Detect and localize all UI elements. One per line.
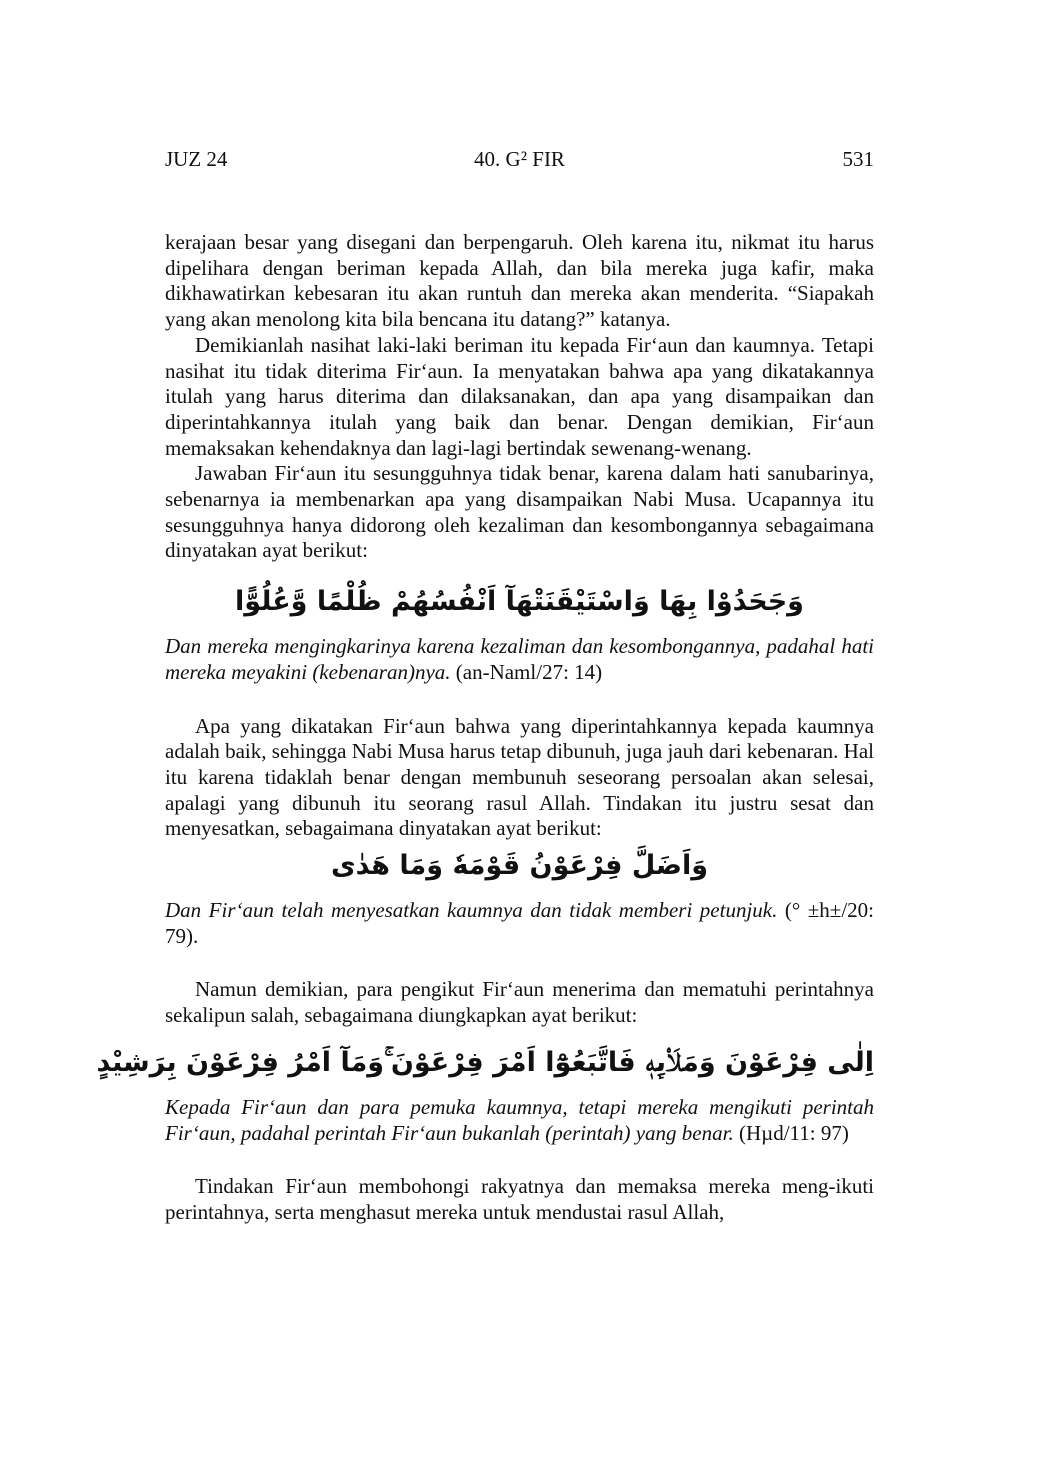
page-number: 531 <box>842 147 874 171</box>
paragraph: Namun demikian, para pengikut Fir‘aun menerima dan mematuhi perintahnya sekalipun salah, sebagaimana diungkapkan ayat berikut: <box>165 977 874 1028</box>
verse-translation <box>165 634 874 685</box>
verse-reference: (Hµd/11: 97) <box>738 1120 849 1145</box>
translation-text: Dan mereka mengingkarinya karena kezaliman dan kesombongannya, padahal hati mereka meyakini (kebenaran)nya. <box>165 634 874 684</box>
paragraph: Jawaban Fir‘aun itu sesungguhnya tidak benar, karena dalam hati sanubarinya, sebenarnya ia membenarkan apa yang disampaikan Nabi Musa. Ucapannya itu sesungguhnya hanya didorong oleh kezaliman dan kesombongannya sebagaimana dinyatakan ayat berikut: <box>165 461 874 563</box>
translation-text: Dan Fir‘aun telah menyesatkan kaumnya dan tidak memberi petunjuk. <box>165 898 778 923</box>
paragraph: Apa yang dikatakan Fir‘aun bahwa yang diperintahkannya kepada kaumnya adalah baik, sehingga Nabi Musa harus tetap dibunuh, juga jauh dari kebenaran. Hal itu karena tidaklah benar dengan membunuh seseorang persoalan akan selesai, apalagi yang dibunuh itu seorang rasul Allah. Tindakan itu justru sesat dan menyesatkan, sebagaimana dinyatakan ayat berikut: <box>165 713 874 841</box>
verse-reference: (° ±h±/20: 79). <box>165 898 874 948</box>
paragraph: kerajaan besar yang disegani dan berpengaruh. Oleh karena itu, nikmat itu harus dipelihara dengan beriman kepada Allah, dan bila mereka juga kafir, maka dikhawatirkan kebesaran itu akan runtuh dan mereka akan menderita. “Siapakah yang akan menolong kita bila bencana itu datang?” katanya. <box>165 230 874 332</box>
header-juz: JUZ 24 <box>165 147 228 171</box>
main-text <box>96 230 874 1226</box>
verse-reference: (an-Naml/27: 14) <box>455 659 603 684</box>
quran-verse-arabic: وَجَحَدُوْا بِهَا وَاسْتَيْقَنَتْهَآ اَنْفُسُهُمْ ظُلْمًا وَّعُلُوًّا <box>235 586 804 618</box>
translation-text: Kepada Fir‘aun dan para pemuka kaumnya, tetapi mereka mengikuti perintah Fir‘aun, padahal perintah Fir‘aun bukanlah (perintah) yang benar. <box>165 1094 874 1145</box>
verse-translation <box>165 898 874 949</box>
header-surah: 40. G² FIR <box>474 147 565 171</box>
paragraph: Tindakan Fir‘aun membohongi rakyatnya dan memaksa mereka meng-ikuti perintahnya, serta menghasut mereka untuk mendustai rasul Allah, <box>165 1174 874 1224</box>
verse-translation <box>165 1095 874 1146</box>
paragraph: Demikianlah nasihat laki-laki beriman itu kepada Fir‘aun dan kaumnya. Tetapi nasihat itu tidak diterima Fir‘aun. Ia menyatakan bahwa apa yang dikatakannya itulah yang harus diterima dan dilaksanakan, dan apa yang disampaikan dan diperintahkannya itulah yang baik dan benar. Dengan demikian, Fir‘aun memaksakan kehendaknya dan lagi-lagi bertindak sewenang-wenang. <box>165 332 874 460</box>
quran-verse-arabic: وَاَضَلَّ فِرْعَوْنُ قَوْمَهٗ وَمَا هَدٰى <box>330 850 709 882</box>
running-header <box>165 146 874 172</box>
page <box>96 146 874 1226</box>
quran-verse-arabic: اِلٰى فِرْعَوْنَ وَمَلَا۟ىِٕهٖ فَاتَّبَعُوْٓا اَمْرَ فِرْعَوْنَ ۚوَمَآ اَمْرُ فِرْعَوْنَ بِرَشِيْدٍ <box>96 1046 874 1078</box>
